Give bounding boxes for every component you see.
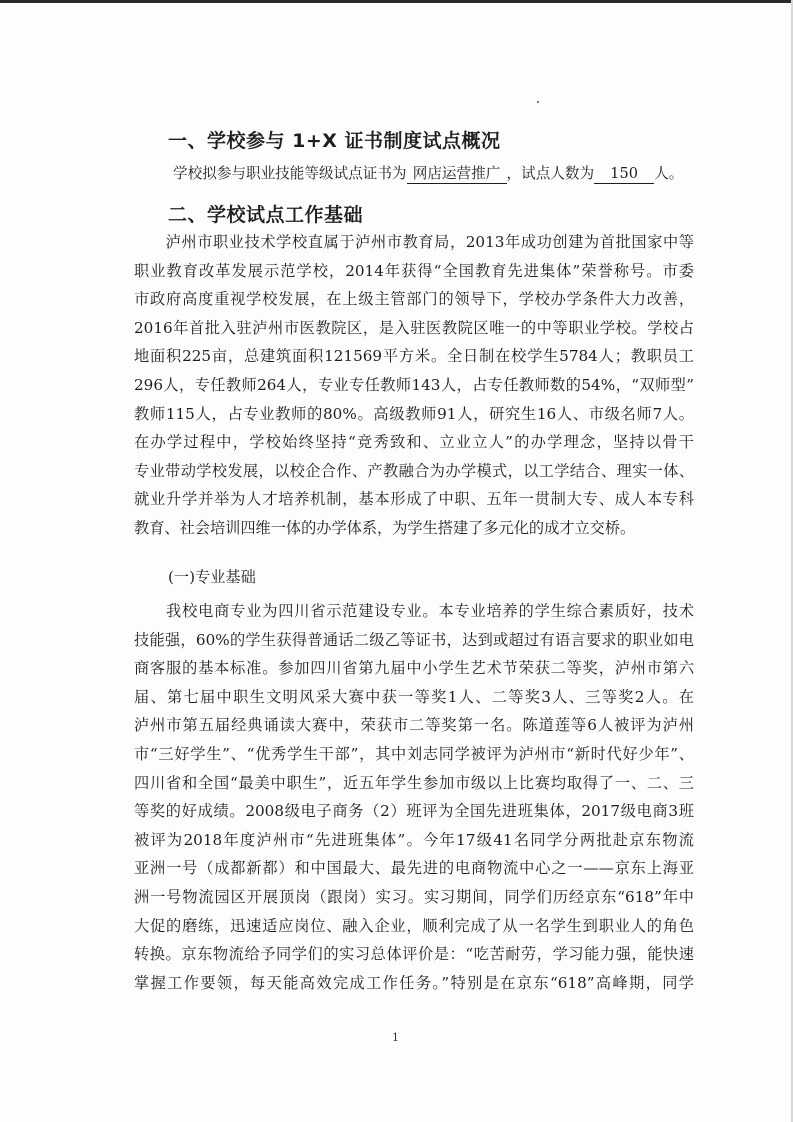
text-line: 专业带动学校发展，以校企合作、产教融合为办学模式，以工学结合、理实一体、: [134, 461, 694, 480]
text-line: 四川省和全国“最美中职生”，近五年学生参加市级以上比赛均取得了一、二、三: [134, 773, 694, 792]
school-overview-paragraph: [134, 228, 694, 543]
text-line: 就业升学并举为人才培养机制，基本形成了中职、五年一贯制大专、成人本专科: [134, 490, 694, 509]
text-line: 教育、社会培训四维一体的办学体系，为学生搭建了多元化的成才立交桥。: [134, 518, 636, 537]
text-line: 我校电商专业为四川省示范建设专业。本专业培养的学生综合素质好，技术: [134, 602, 694, 620]
text-line: 市“三好学生”、“优秀学生干部”，其中刘志同学被评为泸州市“新时代好少年”、: [134, 744, 694, 763]
text-line: 泸州市第五届经典诵读大赛中，荣获市二等奖第一名。陈道莲等6人被评为泸州: [134, 716, 694, 735]
text-line: 技能强，60%的学生获得普通话二级乙等证书，达到或超过有语言要求的职业如电: [134, 630, 694, 649]
text-line: 教师115人，占专业教师的80%。高级教师91人，研究生16人、市级名师7人。: [134, 404, 694, 423]
text-line: 被评为2018年度泸州市“先进班集体”。今年17级41名同学分两批赴京东物流: [134, 830, 694, 849]
page-number: 1: [392, 1031, 399, 1044]
subsection-heading: (一)专业基础: [168, 568, 256, 586]
text-line: 2016年首批入驻泸州市医教院区，是入驻医教院区唯一的中等职业学校。学校占: [134, 318, 694, 337]
section1-heading: 一、学校参与 1+X 证书制度试点概况: [168, 130, 501, 152]
text-line: 大促的磨练，迅速适应岗位、融入企业，顺利完成了从一名学生到职业人的角色: [134, 916, 694, 935]
certificate-name-field: 网店运营推广: [407, 166, 507, 184]
text-line: 296人，专任教师264人，专业专任教师143人，占专任教师数的54%，“双师型”: [134, 375, 694, 394]
section2-heading: 二、学校试点工作基础: [168, 204, 364, 226]
specialty-foundation-paragraph: [134, 597, 694, 997]
intro-suffix: 人。: [654, 165, 684, 182]
intro-middle: ，试点人数为: [506, 165, 595, 182]
text-line: 泸州市职业技术学校直属于泸州市教育局，2013年成功创建为首批国家中等: [134, 233, 694, 251]
text-line: 转换。京东物流给予同学们的实习总体评价是：“吃苦耐劳，学习能力强，能快速: [134, 945, 694, 964]
text-line: 届、第七届中职生文明风采大赛中获一等奖1人、二等奖3人、三等奖2人。在: [134, 687, 694, 706]
text-line: 商客服的基本标准。参加四川省第九届中小学生艺术节荣获二等奖，泸州市第六: [134, 659, 694, 678]
scan-edge-top: [0, 0, 793, 3]
scan-speck: [537, 101, 539, 103]
text-line: 在办学过程中，学校始终坚持“竞秀致和、立业立人”的办学理念，坚持以骨干: [134, 433, 694, 452]
intro-prefix: 学校拟参与职业技能等级试点证书为: [173, 165, 407, 182]
text-line: 地面积225亩，总建筑面积121569平方米。全日制在校学生5784人；教职员工: [134, 347, 694, 366]
text-line: 掌握工作要领，每天能高效完成工作任务。”特别是在京东“618”高峰期，同学: [134, 973, 694, 992]
section1-intro: [173, 166, 683, 184]
text-line: 市政府高度重视学校发展，在上级主管部门的领导下，学校办学条件大力改善，: [134, 290, 694, 309]
text-line: 洲一号物流园区开展顶岗（跟岗）实习。实习期间，同学们历经京东“618”年中: [134, 887, 694, 906]
text-line: 等奖的好成绩。2008级电子商务（2）班评为全国先进班集体，2017级电商3班: [134, 802, 694, 821]
participant-count-field: 150: [594, 166, 654, 184]
text-line: 职业教育改革发展示范学校，2014年获得“全国教育先进集体”荣誉称号。市委: [134, 261, 694, 280]
text-line: 亚洲一号（成都新都）和中国最大、最先进的电商物流中心之一——京东上海亚: [134, 859, 694, 878]
